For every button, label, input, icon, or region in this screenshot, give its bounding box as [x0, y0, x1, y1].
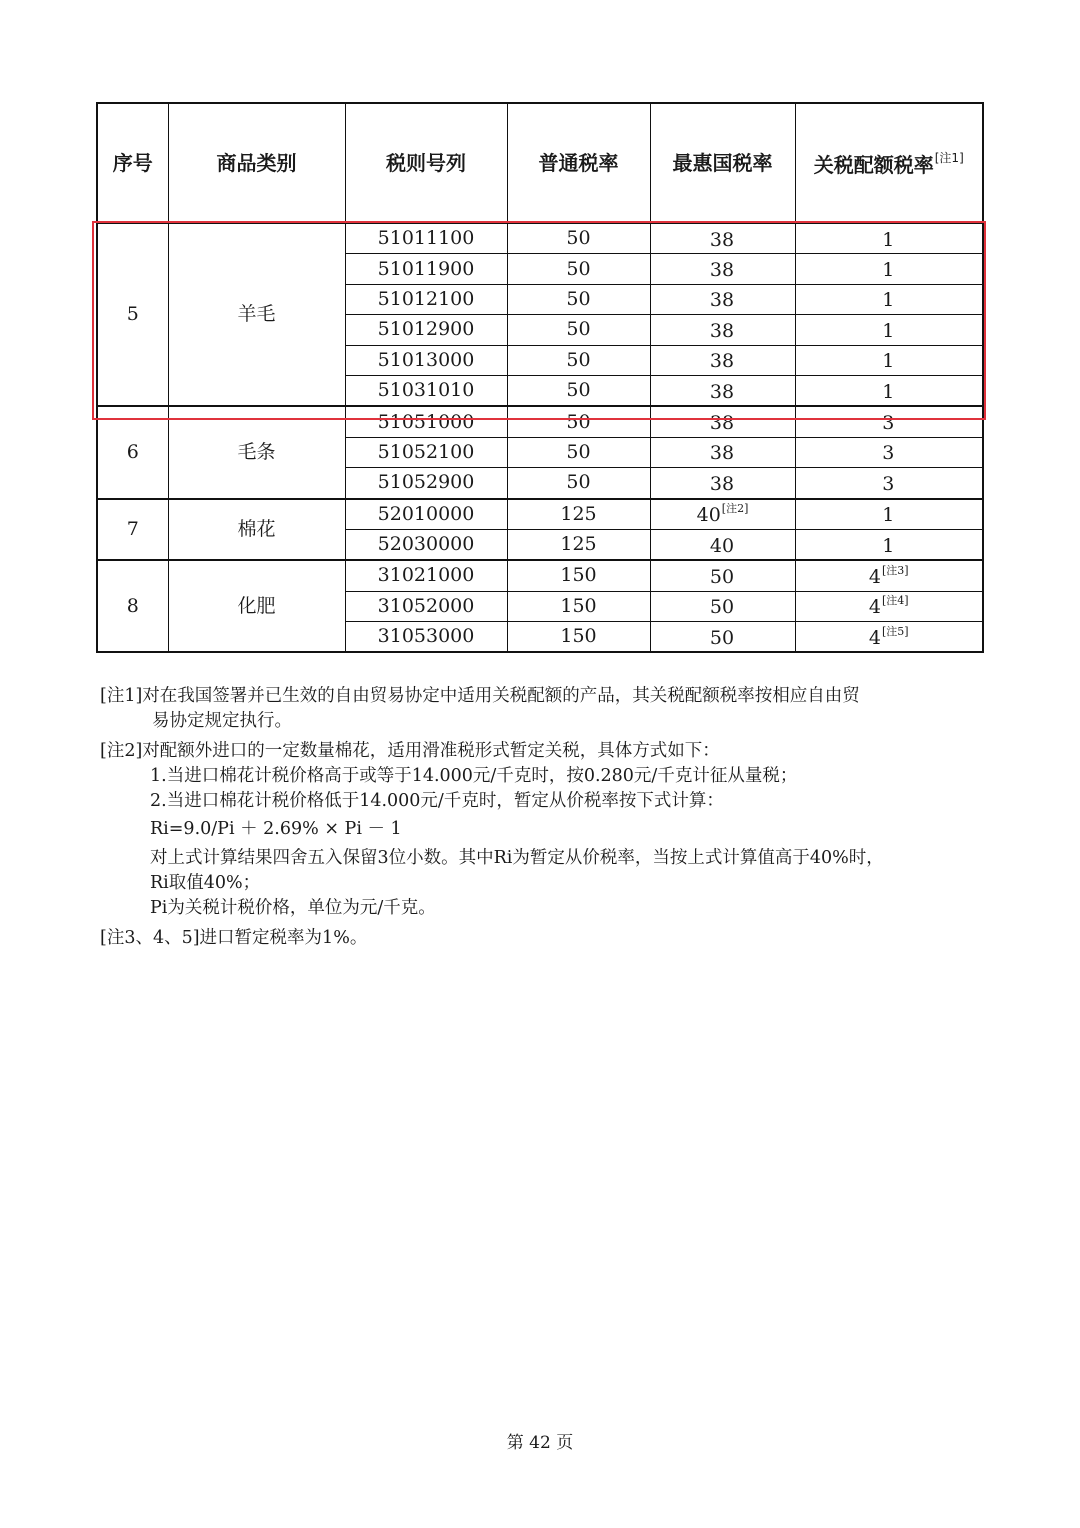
tariff-quota-table	[96, 102, 984, 653]
quota-note-ref: [注5]	[882, 624, 909, 638]
cell-general-rate-value: 50	[566, 471, 591, 494]
cell-general-rate-value: 150	[560, 625, 597, 648]
cell-mfn-rate	[650, 529, 795, 560]
cell-tariff-code	[345, 254, 507, 284]
cell-tariff-code-value: 31052000	[377, 594, 475, 617]
note2-line1: [注2]对配额外进口的一定数量棉花，适用滑准税形式暂定关税，具体方式如下：	[100, 741, 720, 761]
tariff-table-container	[96, 102, 984, 653]
cell-quota-rate-value: 4	[868, 596, 881, 619]
cell-mfn-rate-value: 50	[709, 626, 735, 649]
cell-mfn-rate-value: 50	[709, 596, 735, 619]
header-category: 商品类别	[168, 103, 345, 223]
header-tariff-code: 税则号列	[345, 103, 507, 223]
cell-tariff-code-value: 51012100	[377, 287, 475, 310]
cell-general-rate	[507, 437, 650, 467]
cell-tariff-code	[345, 560, 507, 591]
header-quota-rate	[795, 103, 983, 223]
cell-general-rate	[507, 591, 650, 621]
cell-quota-rate-value: 1	[882, 259, 895, 282]
cell-tariff-code	[345, 499, 507, 530]
cell-quota-rate-value: 3	[882, 472, 895, 495]
cell-quota-rate-value: 1	[882, 534, 895, 557]
cell-tariff-code-value: 51031010	[377, 379, 475, 402]
table-row	[97, 560, 983, 591]
note2-item1: 1.当进口棉花计税价格高于或等于14.000元/千克时，按0.280元/千克计征从量税；	[150, 766, 798, 786]
cell-tariff-code	[345, 468, 507, 499]
note345: [注3、4、5]进口暂定税率为1%。	[100, 928, 368, 948]
cell-general-rate	[507, 622, 650, 653]
cell-quota-rate	[795, 345, 983, 375]
cell-quota-rate	[795, 284, 983, 314]
cell-seq: 5	[97, 223, 168, 406]
page-number: 第 42 页	[506, 1433, 574, 1453]
cell-general-rate	[507, 406, 650, 437]
cell-quota-rate	[795, 254, 983, 284]
cell-general-rate	[507, 560, 650, 591]
cell-mfn-rate	[650, 315, 795, 345]
cell-general-rate-value: 125	[560, 533, 597, 556]
cell-mfn-rate	[650, 622, 795, 653]
cell-quota-rate	[795, 591, 983, 621]
cell-tariff-code	[345, 529, 507, 560]
cell-general-rate-value: 125	[560, 502, 597, 525]
cell-tariff-code	[345, 375, 507, 406]
cell-quota-rate-value: 1	[882, 289, 895, 312]
cell-quota-rate	[795, 406, 983, 437]
header-quota-rate-label: 关税配额税率	[813, 152, 934, 177]
cell-general-rate-value: 150	[560, 564, 597, 587]
header-seq: 序号	[97, 103, 168, 223]
cell-quota-rate-value: 1	[882, 504, 895, 527]
cell-tariff-code-value: 51012900	[377, 318, 475, 341]
notes-section	[100, 684, 980, 951]
cell-tariff-code-value: 52030000	[377, 533, 475, 556]
cell-seq: 6	[97, 406, 168, 498]
cell-mfn-rate	[650, 284, 795, 314]
cell-quota-rate-value: 1	[882, 228, 895, 251]
cell-category: 化肥	[168, 560, 345, 652]
cell-mfn-rate	[650, 591, 795, 621]
cell-mfn-rate-value: 38	[709, 319, 735, 342]
cell-category: 毛条	[168, 406, 345, 498]
cell-tariff-code	[345, 284, 507, 314]
cell-tariff-code	[345, 591, 507, 621]
cell-mfn-rate-value: 50	[709, 565, 735, 588]
note2-text2: Ri取值40%；	[150, 873, 261, 893]
note2-item2: 2.当进口棉花计税价格低于14.000元/千克时，暂定从价税率按下式计算：	[150, 791, 724, 811]
cell-mfn-rate-value: 38	[709, 350, 735, 373]
cell-tariff-code-value: 52010000	[377, 502, 475, 525]
cell-quota-rate	[795, 529, 983, 560]
cell-mfn-rate-value: 38	[709, 472, 735, 495]
cell-quota-rate-value: 3	[882, 412, 895, 435]
cell-mfn-rate-value: 38	[709, 228, 735, 251]
cell-mfn-rate-value: 38	[709, 412, 735, 435]
cell-quota-rate	[795, 499, 983, 530]
note2-text1: 对上式计算结果四舍五入保留3位小数。其中Ri为暂定从价税率，当按上式计算值高于40%时，	[150, 848, 884, 868]
cell-mfn-rate	[650, 223, 795, 254]
cell-mfn-rate	[650, 468, 795, 499]
header-quota-note-ref: [注1]	[934, 150, 964, 165]
cell-quota-rate-value: 4	[868, 565, 881, 588]
cell-mfn-rate-value: 38	[709, 259, 735, 282]
cell-mfn-rate	[650, 560, 795, 591]
cell-mfn-rate	[650, 254, 795, 284]
cell-general-rate-value: 50	[566, 440, 591, 463]
cell-general-rate-value: 50	[566, 227, 591, 250]
cell-quota-rate-value: 1	[882, 350, 895, 373]
header-general-rate: 普通税率	[507, 103, 650, 223]
cell-quota-rate-value: 3	[882, 442, 895, 465]
quota-note-ref: [注3]	[882, 563, 909, 577]
cell-general-rate	[507, 284, 650, 314]
cell-general-rate	[507, 529, 650, 560]
cell-quota-rate	[795, 622, 983, 653]
cell-seq: 8	[97, 560, 168, 652]
cell-mfn-rate	[650, 406, 795, 437]
note2-text3: Pi为关税计税价格，单位为元/千克。	[150, 898, 436, 918]
cell-general-rate	[507, 499, 650, 530]
mfn-note-ref: [注2]	[721, 502, 749, 516]
cell-tariff-code	[345, 437, 507, 467]
cell-quota-rate-value: 1	[882, 319, 895, 342]
cell-general-rate-value: 50	[566, 287, 591, 310]
cell-tariff-code-value: 51052900	[377, 471, 475, 494]
cell-general-rate-value: 150	[560, 594, 597, 617]
note2-formula: Ri=9.0/Pi ＋ 2.69% × Pi － 1	[150, 819, 402, 839]
cell-tariff-code	[345, 406, 507, 437]
cell-tariff-code-value: 51011900	[377, 257, 475, 280]
cell-tariff-code-value: 51051000	[377, 410, 475, 433]
cell-mfn-rate-value: 38	[709, 289, 735, 312]
cell-quota-rate	[795, 468, 983, 499]
cell-quota-rate	[795, 375, 983, 406]
cell-general-rate	[507, 345, 650, 375]
quota-note-ref: [注4]	[882, 594, 909, 608]
table-body	[97, 223, 983, 652]
cell-general-rate	[507, 315, 650, 345]
cell-tariff-code-value: 31053000	[377, 625, 475, 648]
cell-quota-rate	[795, 223, 983, 254]
cell-mfn-rate	[650, 345, 795, 375]
cell-tariff-code-value: 51013000	[377, 348, 475, 371]
cell-quota-rate-value: 1	[882, 380, 895, 403]
cell-category: 棉花	[168, 499, 345, 561]
table-header-row	[97, 103, 983, 223]
cell-mfn-rate-value: 40	[696, 504, 721, 527]
cell-mfn-rate-value: 38	[709, 380, 735, 403]
cell-mfn-rate-value: 40	[709, 534, 735, 557]
cell-general-rate-value: 50	[566, 318, 591, 341]
header-mfn-rate: 最惠国税率	[650, 103, 795, 223]
cell-tariff-code	[345, 345, 507, 375]
cell-tariff-code	[345, 622, 507, 653]
cell-general-rate-value: 50	[566, 379, 591, 402]
cell-general-rate	[507, 223, 650, 254]
cell-category: 羊毛	[168, 223, 345, 406]
cell-general-rate	[507, 468, 650, 499]
cell-general-rate-value: 50	[566, 257, 591, 280]
cell-tariff-code	[345, 223, 507, 254]
note1-line2: 易协定规定执行。	[152, 711, 292, 731]
cell-mfn-rate	[650, 499, 795, 530]
cell-mfn-rate	[650, 375, 795, 406]
cell-general-rate-value: 50	[566, 348, 591, 371]
cell-quota-rate-value: 4	[868, 626, 881, 649]
cell-general-rate	[507, 254, 650, 284]
cell-mfn-rate-value: 38	[709, 442, 735, 465]
cell-general-rate-value: 50	[566, 410, 591, 433]
cell-tariff-code-value: 31021000	[377, 564, 475, 587]
cell-quota-rate	[795, 560, 983, 591]
table-row	[97, 223, 983, 254]
cell-tariff-code-value: 51011100	[377, 227, 475, 250]
cell-quota-rate	[795, 437, 983, 467]
cell-general-rate	[507, 375, 650, 406]
cell-tariff-code	[345, 315, 507, 345]
cell-seq: 7	[97, 499, 168, 561]
cell-mfn-rate	[650, 437, 795, 467]
table-row	[97, 406, 983, 437]
cell-quota-rate	[795, 315, 983, 345]
cell-tariff-code-value: 51052100	[377, 440, 475, 463]
note1-line1: [注1]对在我国签署并已生效的自由贸易协定中适用关税配额的产品，其关税配额税率按相应自由贸	[100, 686, 860, 706]
table-row	[97, 499, 983, 530]
